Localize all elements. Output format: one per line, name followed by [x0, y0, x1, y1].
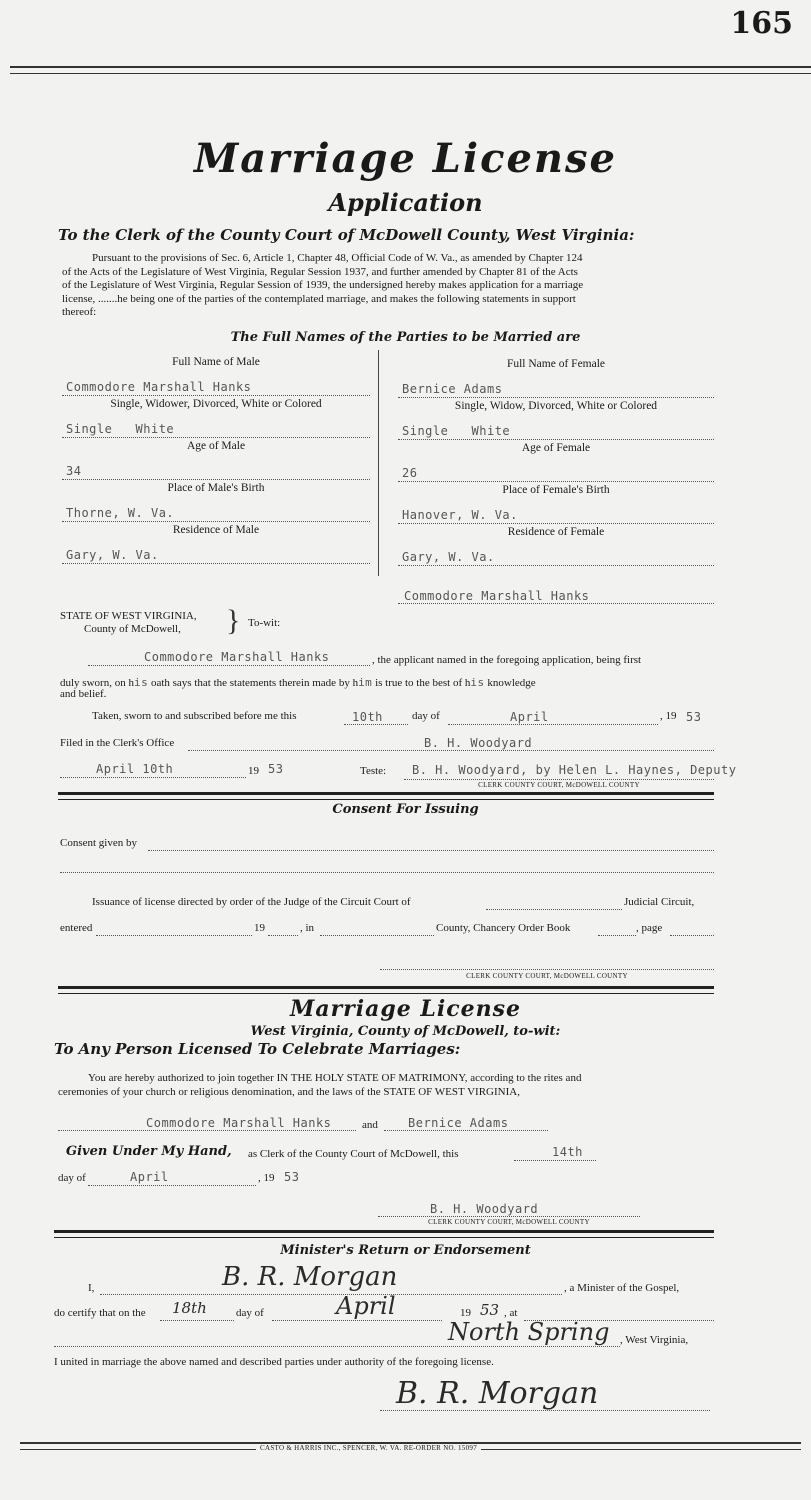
oath-name-line — [88, 665, 370, 666]
application-title: Marriage License — [194, 135, 617, 182]
oath-brace: } — [226, 604, 241, 637]
oath-fill: im — [358, 676, 373, 689]
return-year-prefix: 19 — [460, 1307, 471, 1319]
intro-line: Pursuant to the provisions of Sec. 6, Article 1, Chapter 48, Official Code of W. Va., as amended by Chapter 124 — [92, 252, 583, 264]
given-day-line — [514, 1160, 596, 1161]
oath-line1: , the applicant named in the foregoing application, being first — [372, 654, 642, 666]
filed-by: B. H. Woodyard — [424, 736, 533, 750]
oath-text: knowledge — [484, 677, 536, 689]
male-residence-value: Gary, W. Va. — [66, 548, 159, 562]
license-groom: Commodore Marshall Hanks — [146, 1116, 332, 1130]
consent-heading: Consent For Issuing — [332, 802, 479, 817]
oath-county: County of McDowell, — [84, 623, 181, 635]
return-day-line — [160, 1320, 234, 1321]
return-heading: Minister's Return or Endorsement — [280, 1243, 531, 1258]
female-status-value: Single White — [402, 424, 511, 438]
male-residence-label: Residence of Male — [172, 524, 260, 536]
top-divider — [10, 66, 811, 74]
return-month-line — [272, 1320, 442, 1321]
applicant-signature: Commodore Marshall Hanks — [404, 589, 590, 603]
license-and: and — [362, 1119, 378, 1131]
taken-dayof: day of — [412, 710, 440, 722]
issuance-text: Issuance of license directed by order of the Judge of the Circuit Court of — [92, 896, 411, 908]
groom-line — [58, 1130, 356, 1131]
intro-line: license, .......he being one of the parties of the contemplated marriage, and makes the following statements in support — [62, 292, 576, 305]
minister-suffix: , a Minister of the Gospel, — [564, 1282, 680, 1294]
female-birth-line — [398, 523, 714, 524]
teste-value: B. H. Woodyard, by Helen L. Haynes, Deputy — [412, 763, 737, 777]
taken-day: 10th — [352, 710, 383, 724]
male-residence-line — [62, 563, 370, 564]
male-status-line — [62, 437, 370, 438]
consent-clerk-line — [380, 969, 714, 970]
oath-text: duly sworn, on h — [60, 677, 134, 689]
male-birth-value: Thorne, W. Va. — [66, 506, 175, 520]
given-year: 53 — [284, 1170, 300, 1184]
entered-nineteen: 19 — [254, 922, 265, 934]
return-place-line — [54, 1346, 620, 1347]
given-label: Given Under My Hand, — [66, 1144, 232, 1159]
male-birth-label: Place of Male's Birth — [167, 482, 265, 494]
teste-label: Teste: — [360, 765, 387, 777]
female-age-value: 26 — [402, 466, 418, 480]
license-bride: Bernice Adams — [408, 1116, 509, 1130]
page-number: 165 — [730, 6, 793, 41]
license-to-any: To Any Person Licensed To Celebrate Marriages: — [54, 1040, 461, 1058]
female-residence-line — [398, 565, 714, 566]
consent-given-label: Consent given by — [60, 837, 137, 849]
consent-divider — [58, 986, 714, 994]
addressee: To the Clerk of the County Court of McDowell County, West Virginia: — [58, 226, 635, 244]
oath-line3: and belief. — [60, 688, 107, 700]
filed-date-line — [60, 777, 246, 778]
license-body — [58, 1072, 714, 1099]
taken-year: 53 — [686, 710, 702, 724]
printer-imprint: CASTO & HARRIS INC., SPENCER, W. VA. RE-ORDER NO. 15097 — [256, 1444, 481, 1452]
page-label: , page — [636, 922, 663, 934]
taken-year-prefix: , 19 — [660, 710, 677, 722]
entered-in: , in — [300, 922, 315, 934]
entered-year-line — [268, 935, 298, 936]
license-clerk-name: B. H. Woodyard — [430, 1202, 539, 1216]
given-month-line — [88, 1185, 256, 1186]
entered-label: entered — [60, 922, 93, 934]
female-name-label: Full Name of Female — [506, 358, 606, 370]
given-rest: as Clerk of the County Court of McDowell, this — [248, 1148, 459, 1160]
application-subtitle: Application — [328, 188, 483, 217]
applicant-signature-line — [398, 603, 714, 604]
female-status-label: Single, Widow, Divorced, White or Colored — [454, 400, 658, 412]
male-age-value: 34 — [66, 464, 82, 478]
female-age-label: Age of Female — [521, 442, 591, 454]
male-age-line — [62, 479, 370, 480]
filed-label: Filed in the Clerk's Office — [60, 737, 175, 749]
minister-name: B. R. Morgan — [222, 1262, 398, 1292]
taken-month: April — [510, 710, 549, 724]
consent-clerk-caption: CLERK COUNTY COURT, McDOWELL COUNTY — [466, 972, 628, 980]
license-subtitle: West Virginia, County of McDowell, to-wit: — [250, 1024, 561, 1039]
filed-year-prefix: 19 — [248, 765, 259, 777]
female-name-line — [398, 397, 714, 398]
oath-fill: is — [133, 676, 149, 689]
female-name-value: Bernice Adams — [402, 382, 503, 396]
taken-day-line — [344, 724, 408, 725]
return-day: 18th — [172, 1299, 207, 1317]
county-book: County, Chancery Order Book — [436, 922, 571, 934]
filed-line — [188, 750, 714, 751]
license-body-line: ceremonies of your church or religious denomination, and the laws of the STATE OF WEST VIRGINIA, — [58, 1085, 520, 1098]
oath-to-wit: To-wit: — [248, 617, 281, 629]
male-birth-line — [62, 521, 370, 522]
oath-divider — [58, 792, 714, 800]
page-line — [670, 935, 714, 936]
filed-date: April 10th — [96, 762, 174, 776]
return-i: I, — [88, 1282, 95, 1294]
certify-label: do certify that on the — [54, 1307, 146, 1319]
female-status-line — [398, 439, 714, 440]
male-name-label: Full Name of Male — [172, 356, 260, 368]
given-day-of: day of — [58, 1172, 86, 1184]
oath-applicant-name: Commodore Marshall Hanks — [144, 650, 330, 664]
return-place: North Spring — [448, 1318, 610, 1346]
license-clerk-caption: CLERK COUNTY COURT, McDOWELL COUNTY — [428, 1218, 590, 1226]
return-signature: B. R. Morgan — [396, 1376, 599, 1411]
given-month: April — [130, 1170, 169, 1184]
return-day-of: day of — [236, 1307, 264, 1319]
entered-line — [96, 935, 252, 936]
oath-fill: is — [470, 676, 485, 689]
teste-caption: CLERK COUNTY COURT, McDOWELL COUNTY — [478, 781, 640, 789]
intro-line: of the Legislature of West Virginia, Regular Session of 1939, the undersigned hereby makes application for a marriage — [62, 279, 584, 291]
male-name-value: Commodore Marshall Hanks — [66, 380, 252, 394]
taken-prefix: Taken, sworn to and subscribed before me this — [92, 710, 297, 722]
teste-line — [404, 779, 714, 780]
return-month: April — [336, 1292, 396, 1320]
license-body-line: You are hereby authorized to join together IN THE HOLY STATE OF MATRIMONY, according to the rites and — [88, 1072, 582, 1084]
oath-line2 — [60, 676, 536, 689]
male-name-line — [62, 395, 370, 396]
given-year-prefix: , 19 — [258, 1172, 275, 1184]
female-age-line — [398, 481, 714, 482]
parties-heading: The Full Names of the Parties to be Married are — [230, 330, 581, 345]
filed-year: 53 — [268, 762, 284, 776]
return-state: , West Virginia, — [620, 1334, 689, 1346]
return-united: I united in marriage the above named and described parties under authority of the foregoing license. — [54, 1356, 494, 1368]
license-clerk-line — [378, 1216, 640, 1217]
bride-line — [384, 1130, 548, 1131]
given-day: 14th — [552, 1145, 583, 1159]
consent-given-line — [148, 850, 714, 851]
oath-text: oath says that the statements therein made by h — [148, 677, 359, 689]
column-divider — [378, 350, 379, 576]
female-birth-label: Place of Female's Birth — [502, 484, 610, 496]
consent-blank-line — [60, 872, 714, 873]
return-at: , at — [504, 1307, 518, 1319]
judicial-circuit: Judicial Circuit, — [624, 896, 695, 908]
license-title: Marriage License — [289, 996, 522, 1022]
license-divider — [54, 1230, 714, 1238]
female-birth-value: Hanover, W. Va. — [402, 508, 518, 522]
minister-name-line — [100, 1294, 562, 1295]
female-residence-label: Residence of Female — [507, 526, 605, 538]
female-residence-value: Gary, W. Va. — [402, 550, 495, 564]
oath-text: is true to the best of h — [372, 677, 471, 689]
book-line — [598, 935, 636, 936]
intro-paragraph — [62, 252, 718, 320]
male-status-value: Single White — [66, 422, 175, 436]
entered-county-line — [320, 935, 434, 936]
taken-month-line — [448, 724, 658, 725]
male-status-label: Single, Widower, Divorced, White or Colored — [110, 398, 322, 410]
male-age-label: Age of Male — [186, 440, 246, 452]
intro-line: thereof: — [62, 306, 97, 318]
return-year: 53 — [480, 1301, 500, 1319]
oath-state: STATE OF WEST VIRGINIA, — [60, 610, 197, 622]
circuit-line — [486, 909, 622, 910]
intro-line: of the Acts of the Legislature of West Virginia, Regular Session 1937, and further amended by Chapter 81 of the Acts — [62, 265, 578, 278]
